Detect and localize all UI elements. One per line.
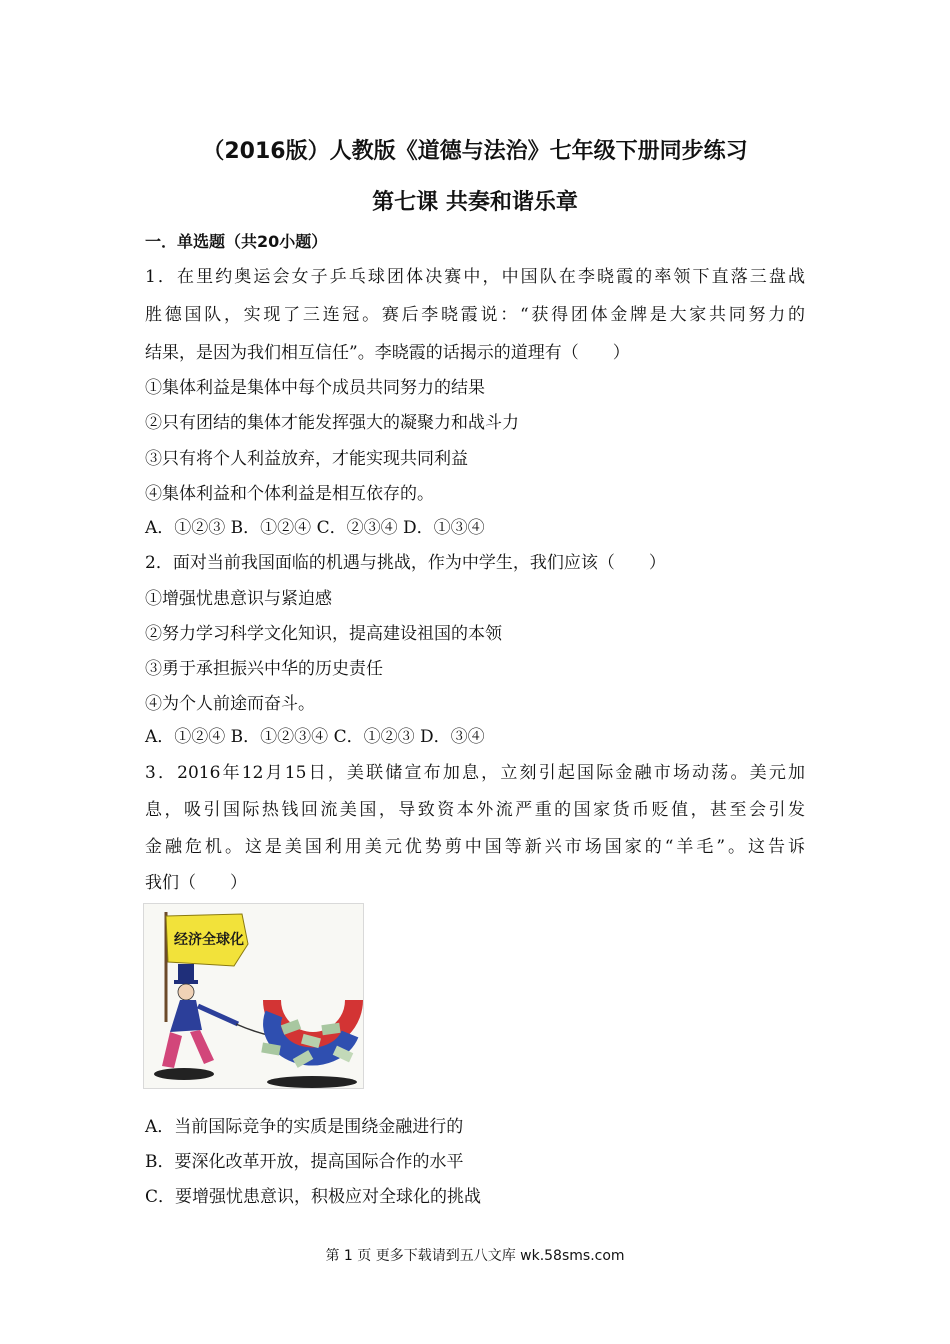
question-1-line-1: 1．在里约奥运会女子乒乓球团体决赛中，中国队在李晓霞的率领下直落三盘战: [145, 267, 805, 287]
question-2-statement-4: ④为个人前途而奋斗。: [145, 694, 315, 714]
question-3-line-3: 金融危机。这是美国利用美元优势剪中国等新兴市场国家的“羊毛”。这告诉: [145, 837, 805, 857]
flag-label: 经济全球化: [174, 932, 244, 948]
question-3-line-2: 息，吸引国际热钱回流美国，导致资本外流严重的国家货币贬值，甚至会引发: [145, 800, 805, 820]
question-1-options: A．①②③ B．①②④ C．②③④ D．①③④: [145, 518, 485, 538]
section-heading: 一．单选题（共20小题）: [145, 232, 328, 251]
question-3-choice-c: C．要增强忧患意识，积极应对全球化的挑战: [145, 1187, 482, 1207]
question-3-line-1: 3．2016年12月15日，美联储宣布加息，立刻引起国际金融市场动荡。美元加: [145, 763, 805, 783]
question-3-choice-a: A．当前国际竞争的实质是围绕金融进行的: [145, 1117, 464, 1137]
document-title: （2016版）人教版《道德与法治》七年级下册同步练习: [202, 139, 748, 164]
question-2-line-1: 2．面对当前我国面临的机遇与挑战，作为中学生，我们应该（ ）: [145, 553, 666, 573]
question-3-line-4: 我们（ ）: [145, 873, 247, 893]
question-1-line-3: 结果，是因为我们相互信任”。李晓霞的话揭示的道理有（ ）: [145, 343, 630, 363]
question-3-choice-b: B．要深化改革开放，提高国际合作的水平: [145, 1152, 464, 1172]
question-1-statement-4: ④集体利益和个体利益是相互依存的。: [145, 484, 434, 504]
question-2-statement-3: ③勇于承担振兴中华的历史责任: [145, 659, 383, 679]
page-footer: 第 1 页 更多下载请到五八文库 wk.58sms.com: [325, 1248, 625, 1264]
question-1-line-2: 胜德国队，实现了三连冠。赛后李晓霞说：“获得团体金牌是大家共同努力的: [145, 305, 805, 325]
question-1-statement-3: ③只有将个人利益放弃，才能实现共同利益: [145, 449, 468, 469]
lesson-subtitle: 第七课 共奏和谐乐章: [372, 190, 578, 215]
cartoon-image: [144, 904, 363, 1088]
question-1-statement-1: ①集体利益是集体中每个成员共同努力的结果: [145, 378, 485, 398]
question-2-statement-2: ②努力学习科学文化知识，提高建设祖国的本领: [145, 624, 502, 644]
question-2-statement-1: ①增强忧患意识与紧迫感: [145, 589, 332, 609]
cartoon-illustration: [143, 903, 364, 1089]
question-1-statement-2: ②只有团结的集体才能发挥强大的凝聚力和战斗力: [145, 413, 519, 433]
question-2-options: A．①②④ B．①②③④ C．①②③ D．③④: [145, 727, 485, 747]
